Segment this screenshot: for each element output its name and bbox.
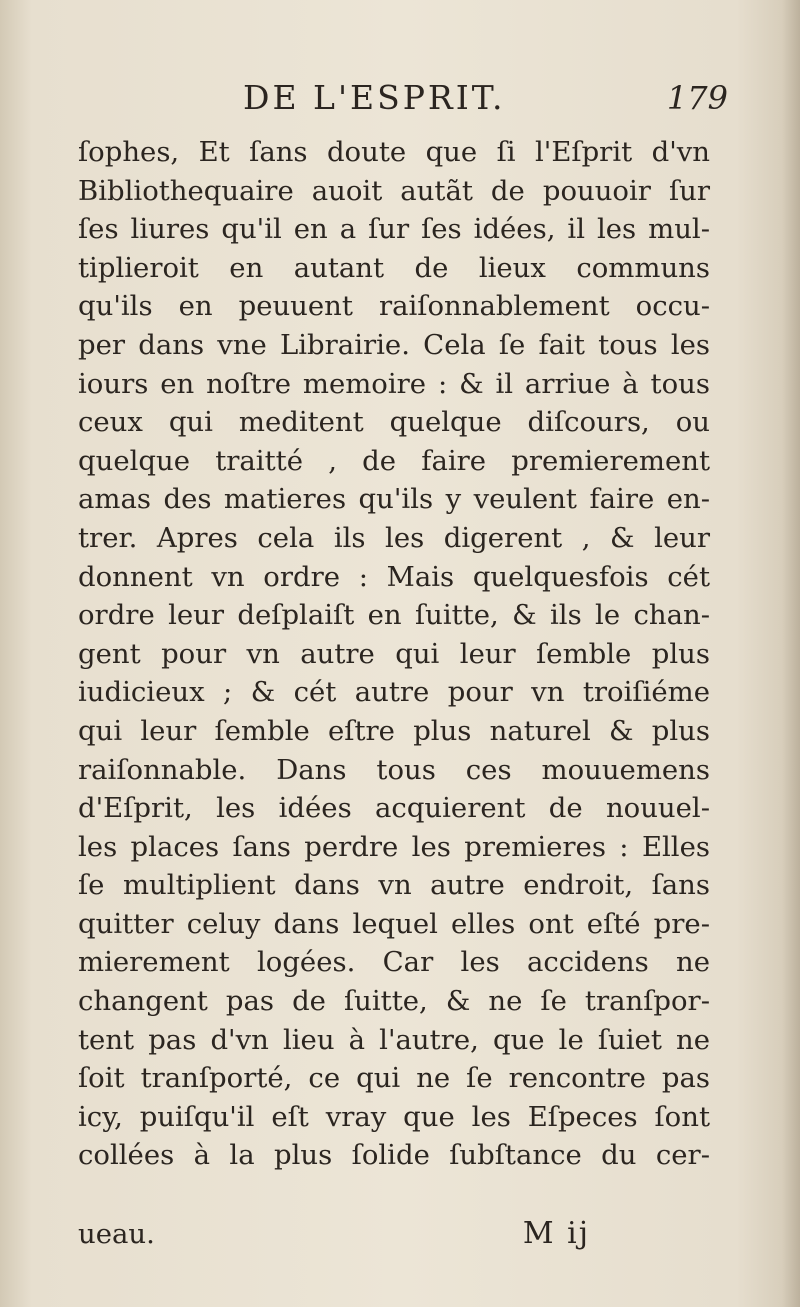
text-line: icy, puiſqu'il eſt vray que les Eſpeces ſont bbox=[78, 1100, 710, 1133]
text-line: tent pas d'vn lieu à l'autre, que le ſuiet ne bbox=[78, 1023, 710, 1056]
text-line: iours en noſtre memoire : & il arriue à tous bbox=[78, 367, 710, 400]
text-line: quitter celuy dans lequel elles ont eſté pre- bbox=[78, 907, 710, 940]
text-line: mierement logées. Car les accidens ne bbox=[78, 946, 710, 979]
text-line: raiſonnable. Dans tous ces mouuemens bbox=[78, 753, 710, 786]
text-line: trer. Apres cela ils les digerent , & leur bbox=[78, 521, 710, 554]
text-line: les places ſans perdre les premieres : Elles bbox=[78, 830, 710, 863]
page-footer bbox=[78, 1214, 710, 1254]
catchword: ueau. bbox=[78, 1218, 155, 1250]
running-title: DE L'ESPRIT. bbox=[243, 78, 506, 117]
text-line: ſophes, Et ſans doute que ſi l'Eſprit d'vn bbox=[78, 136, 710, 168]
text-line: qu'ils en peuuent raiſonnablement occu- bbox=[78, 290, 710, 323]
text-line: ſe multiplient dans vn autre endroit, ſans bbox=[78, 869, 710, 902]
text-line: per dans vne Librairie. Cela ſe fait tous les bbox=[78, 328, 710, 361]
body-text bbox=[78, 133, 710, 1175]
text-line: collées à la plus ſolide ſubſtance du cer- bbox=[78, 1139, 710, 1172]
text-line: changent pas de ſuitte, & ne ſe tranſpor- bbox=[78, 985, 710, 1018]
page-number: 179 bbox=[666, 79, 728, 117]
text-line: ſoit tranſporté, ce qui ne ſe rencontre pas bbox=[78, 1062, 710, 1095]
text-line: ordre leur deſplaiſt en ſuitte, & ils le chan- bbox=[78, 599, 710, 632]
text-line: ſes liures qu'il en a ſur ſes idées, il les mul- bbox=[78, 213, 710, 246]
text-line: tiplieroit en autant de lieux communs bbox=[78, 251, 710, 284]
signature-mark: M ij bbox=[522, 1216, 590, 1251]
text-line: Bibliothequaire auoit autãt de pouuoir ſur bbox=[78, 174, 710, 207]
text-line: gent pour vn autre qui leur ſemble plus bbox=[78, 637, 710, 670]
text-line: qui leur ſemble eſtre plus naturel & plus bbox=[78, 714, 710, 747]
text-line: ceux qui meditent quelque diſcours, ou bbox=[78, 406, 710, 439]
running-head bbox=[78, 78, 728, 122]
text-line: donnent vn ordre : Mais quelquesfois cét bbox=[78, 560, 710, 593]
text-line: amas des matieres qu'ils y veulent faire en- bbox=[78, 483, 710, 516]
text-line: d'Eſprit, les idées acquierent de nouuel- bbox=[78, 792, 710, 825]
text-line: quelque traitté , de faire premierement bbox=[78, 444, 710, 477]
text-line: iudicieux ; & cét autre pour vn troiſiéme bbox=[78, 676, 710, 709]
